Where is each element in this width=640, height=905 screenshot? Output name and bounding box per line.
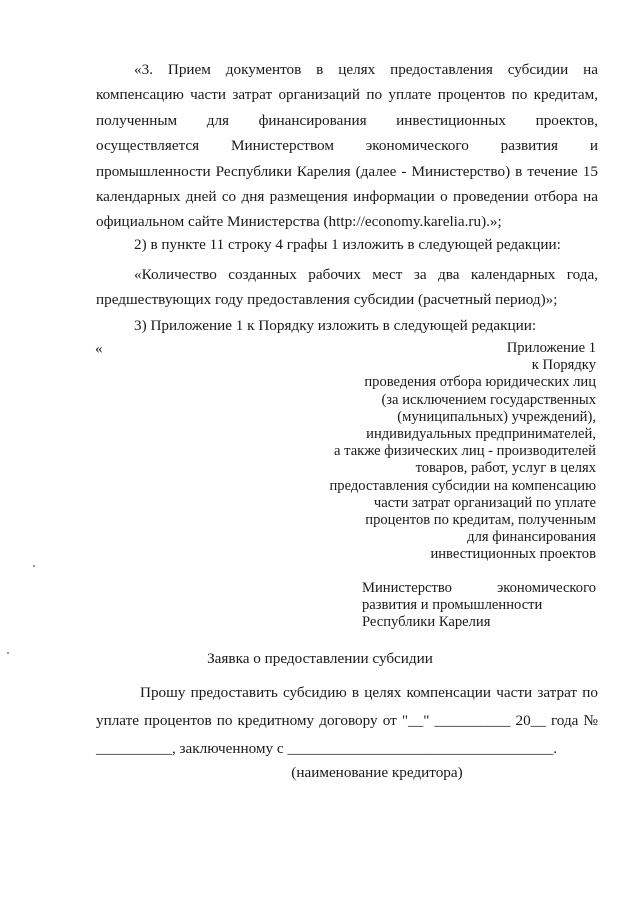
appendix-header-line: для финансирования [467, 529, 596, 546]
appendix-header-line: Приложение 1 [506, 340, 596, 356]
appendix-header-line: а также физических лиц - производителей [334, 443, 596, 460]
appendix-header-line: (муниципальных) учреждений), [397, 408, 596, 425]
paragraph-quoted-row-text: «Количество созданных рабочих мест за два календарных года, предшествующих году предоставления субсидии (расчетный период)»; [96, 266, 598, 309]
addressee-line: Республики Карелия [362, 614, 491, 631]
scan-speck [33, 565, 35, 567]
addressee-line [362, 580, 596, 597]
appendix-header-line: проведения отбора юридических лиц [364, 374, 596, 391]
paragraph-amendment-2: 2) в пункте 11 строку 4 графы 1 изложить в следующей редакции: [134, 236, 561, 253]
appendix-header-line: к Порядку [531, 357, 596, 374]
appendix-header-line: товаров, работ, услуг в целях [415, 460, 596, 477]
addressee-line: развития и промышленности [362, 597, 543, 614]
request-line: Прошу предоставить субсидию в целях компенсации части затрат по [140, 684, 598, 701]
appendix-header-line: инвестиционных проектов [430, 546, 596, 563]
paragraph-amendment-3: 3) Приложение 1 к Порядку изложить в следующей редакции: [134, 317, 537, 334]
addressee-word: Министерство [362, 580, 452, 596]
appendix-header-line: процентов по кредитам, полученным [365, 512, 596, 529]
appendix-header-line: (за исключением государственных [381, 391, 596, 408]
appendix-header-line: предоставления субсидии на компенсацию [329, 477, 596, 494]
creditor-name-caption: (наименование кредитора) [291, 764, 463, 781]
opening-quote-mark: « [95, 340, 103, 357]
request-paragraph [96, 679, 598, 763]
appendix-header-line: индивидуальных предпринимателей, [366, 426, 596, 443]
scan-speck [7, 652, 9, 654]
paragraph-item-3-text: «3. Прием документов в целях предоставления субсидии на компенсацию части затрат организаций по уплате процентов по кредитам, полученным для финансирования инвестиционных проектов, осуществляется Министерством экономического развития и промышленности Республики Карелия (далее - Министерство) в течение 15 календарных дней со дня размещения информации о проведении отбора на официальном сайте Министерства (http://economy.karelia.ru).»; [96, 61, 598, 231]
addressee-block [362, 580, 596, 632]
request-line: уплате процентов по кредитному договору от "__" __________ 20__ года № [96, 712, 598, 729]
document-title: Заявка о предоставлении субсидии [207, 650, 433, 667]
appendix-header [300, 340, 596, 564]
appendix-header-line: части затрат организаций по уплате [373, 494, 596, 511]
addressee-word: экономического [496, 580, 596, 596]
request-line: __________, заключенному с ___________________________________. [96, 740, 558, 757]
